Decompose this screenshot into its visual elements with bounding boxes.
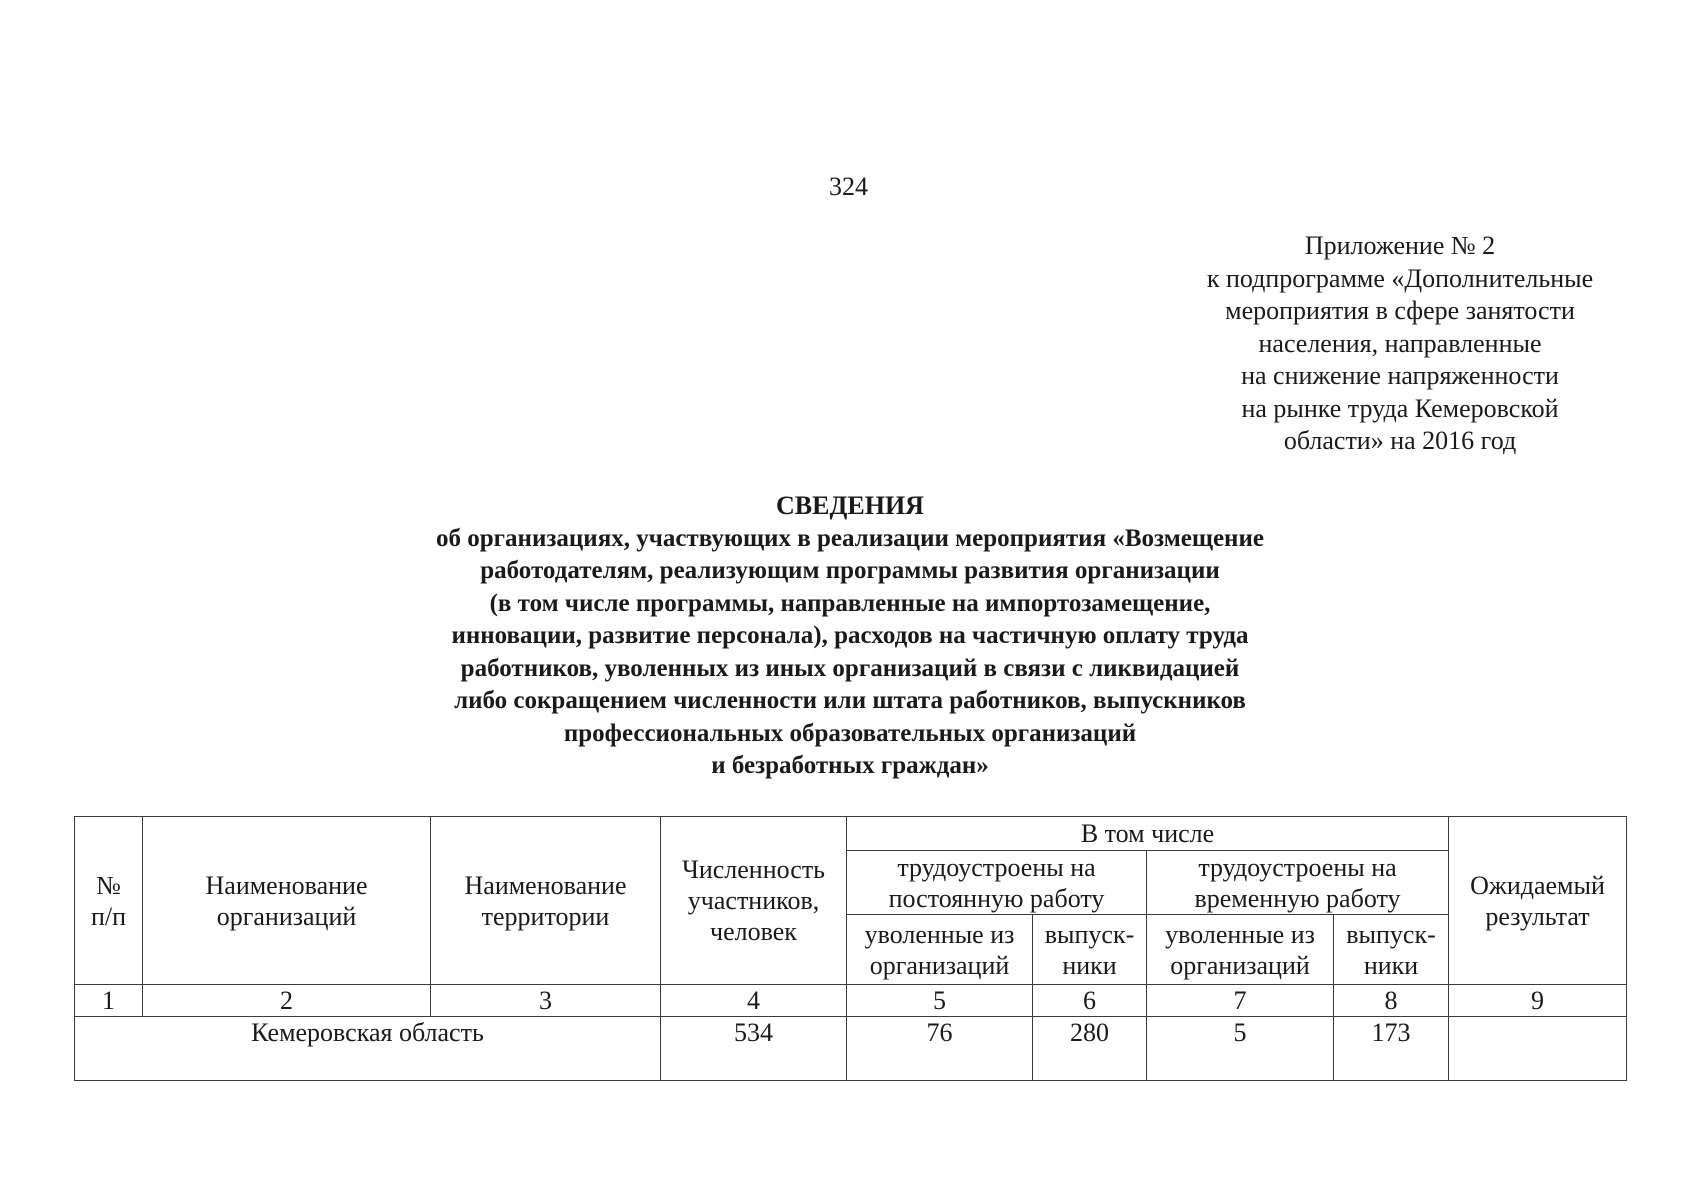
cell-participants: 534 bbox=[661, 1017, 847, 1081]
title-line: работников, уволенных из иных организаций в связи с ликвидацией bbox=[460, 654, 1240, 682]
header-permanent-line: трудоустроены на bbox=[897, 852, 1096, 882]
header-graduates-line: выпуск- bbox=[1346, 919, 1436, 949]
title-line: либо сокращением численности или штата работников, выпускников bbox=[454, 687, 1246, 714]
title-line: и безработных граждан» bbox=[711, 752, 989, 779]
appendix-note bbox=[1150, 230, 1650, 458]
header-territory-line: территории bbox=[481, 901, 610, 931]
column-number: 9 bbox=[1449, 985, 1627, 1017]
header-graduates-line: ники bbox=[1363, 950, 1419, 980]
cell-perm-dismissed: 76 bbox=[847, 1017, 1033, 1081]
header-dismissed-line: уволенные из bbox=[864, 919, 1015, 949]
cell-expected-result bbox=[1449, 1017, 1627, 1081]
organizations-table bbox=[74, 816, 1627, 1081]
header-perm-dismissed bbox=[847, 915, 1033, 985]
appendix-line: области» на 2016 год bbox=[1283, 426, 1517, 455]
header-territory bbox=[431, 817, 661, 985]
header-participants-line: участников, bbox=[687, 886, 820, 915]
header-permanent-work bbox=[847, 851, 1147, 915]
header-dismissed-line: организаций bbox=[1170, 950, 1310, 980]
header-result-line: результат bbox=[1485, 901, 1590, 931]
header-participants-line: Численность bbox=[681, 855, 826, 884]
header-temp-graduates bbox=[1334, 915, 1449, 985]
header-graduates-line: выпуск- bbox=[1044, 919, 1135, 949]
title-line: профессиональных образовательных организаций bbox=[563, 719, 1137, 747]
cell-perm-graduates: 280 bbox=[1033, 1017, 1147, 1081]
cell-temp-graduates: 173 bbox=[1334, 1017, 1449, 1081]
header-dismissed-line: уволенные из bbox=[1165, 919, 1315, 949]
document-title bbox=[260, 490, 1440, 783]
header-temporary-line: временную работу bbox=[1194, 883, 1401, 913]
column-number: 7 bbox=[1147, 985, 1334, 1017]
header-result-line: Ожидаемый bbox=[1470, 870, 1605, 900]
header-perm-graduates bbox=[1033, 915, 1147, 985]
column-number: 8 bbox=[1334, 985, 1449, 1017]
appendix-line: на снижение напряженности bbox=[1241, 361, 1559, 390]
header-territory-line: Наименование bbox=[464, 870, 627, 900]
header-temp-dismissed bbox=[1147, 915, 1334, 985]
header-temporary-work bbox=[1147, 851, 1449, 915]
appendix-line: Приложение № 2 bbox=[1304, 231, 1496, 260]
title-line: (в том числе программы, направленные на импортозамещение, bbox=[489, 589, 1211, 617]
header-org-name bbox=[143, 817, 431, 985]
column-number: 1 bbox=[75, 985, 143, 1017]
header-expected-result bbox=[1449, 817, 1627, 985]
cell-territory: Кемеровская область bbox=[75, 1017, 661, 1081]
column-number: 4 bbox=[661, 985, 847, 1017]
header-permanent-line: постоянную работу bbox=[888, 883, 1105, 913]
table-row bbox=[75, 1017, 1627, 1081]
header-temporary-line: трудоустроены на bbox=[1198, 852, 1397, 882]
header-org-line: организаций bbox=[216, 901, 357, 931]
title-main: СВЕДЕНИЯ bbox=[776, 491, 924, 520]
appendix-line: на рынке труда Кемеровской bbox=[1241, 393, 1559, 423]
header-num-line: № bbox=[96, 870, 121, 900]
header-participants bbox=[661, 817, 847, 985]
header-row bbox=[75, 817, 1627, 851]
header-including: В том числе bbox=[847, 817, 1449, 851]
header-dismissed-line: организаций bbox=[869, 950, 1010, 980]
appendix-line: к подпрограмме «Дополнительные bbox=[1206, 263, 1594, 293]
appendix-line: населения, направленные bbox=[1258, 328, 1542, 358]
cell-temp-dismissed: 5 bbox=[1147, 1017, 1334, 1081]
header-num bbox=[75, 817, 143, 985]
title-line: об организациях, участвующих в реализации мероприятия «Возмещение bbox=[436, 524, 1264, 552]
page-number bbox=[0, 172, 1697, 202]
column-number: 3 bbox=[431, 985, 661, 1017]
header-num-line: п/п bbox=[90, 901, 127, 931]
column-number: 2 bbox=[143, 985, 431, 1017]
header-participants-line: человек bbox=[710, 917, 797, 946]
column-number-row bbox=[75, 985, 1627, 1017]
appendix-line: мероприятия в сфере занятости bbox=[1225, 296, 1575, 325]
title-line: работодателям, реализующим программы развития организации bbox=[480, 557, 1220, 584]
header-org-line: Наименование bbox=[205, 870, 368, 900]
title-line: инновации, развитие персонала), расходов на частичную оплату труда bbox=[451, 622, 1249, 649]
column-number: 6 bbox=[1033, 985, 1147, 1017]
column-number: 5 bbox=[847, 985, 1033, 1017]
page-number-text: 324 bbox=[829, 172, 868, 201]
header-graduates-line: ники bbox=[1062, 950, 1117, 980]
